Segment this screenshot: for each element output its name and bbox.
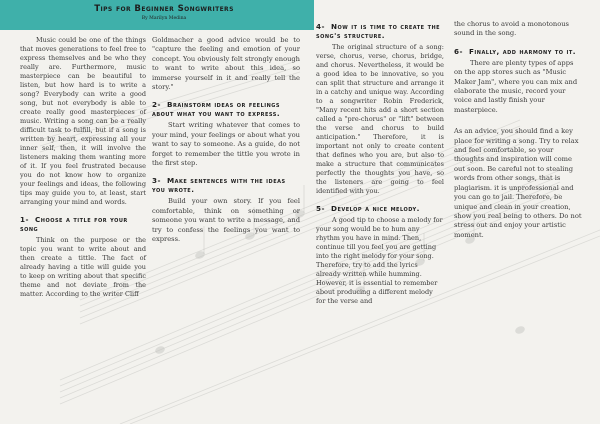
heading-step-3-number: 3- <box>152 176 161 186</box>
column-4 <box>454 20 582 242</box>
column-2 <box>152 36 300 247</box>
heading-step-4 <box>316 22 444 40</box>
step-3-paragraph: Build your own story. If you feel comfortable, think on something or someone you want to write a message, and try to confess the feelings you want to express. <box>152 197 300 244</box>
step-1-paragraph: Think on the purpose or the topic you want to write about and then create a tittle. The fact of already having a title will guide you to keep on writing about that specific theme and not deviate from the matter. According to the writer Cliff <box>20 236 146 298</box>
heading-step-5-number: 5- <box>316 204 325 213</box>
heading-step-6-text: Finally, add harmony to it. <box>468 46 577 56</box>
article-byline: By Marilyn Medina <box>141 16 187 21</box>
heading-step-1 <box>20 215 146 233</box>
heading-step-5 <box>316 204 444 213</box>
heading-step-2-text: Brainstorm ideas or feelings about what you want to express. <box>152 100 281 119</box>
closing-paragraph: As an advice, you should find a key place for writing a song. Try to relax and feel comfortable, so your thoughts and inspiration will come out soon. Be careful not to stealing words from other songs, that is plagiarism. it is unprofessional and you can go to jail. Therefore, be unique and clean in your creation, show you real being to others. Do not stress out and enjoy your artistic moment. <box>454 127 582 239</box>
article-title: Tips for Beginner Songwriters <box>94 4 234 14</box>
column-3 <box>316 20 444 308</box>
heading-step-5-text: Develop a nice melody. <box>330 204 420 213</box>
step-5-paragraph: A good tip to choose a melody for your song would be to hum any rhythm you have in mind. Then, continue till you feel you are getting into the right melody for your song. Therefore, try to add the lyrics already written while humming. However, it is essential to remember about producing a different melody for the verse and <box>316 216 443 305</box>
heading-step-2 <box>152 100 300 118</box>
heading-step-6-number: 6- <box>454 46 463 56</box>
step-2-paragraph: Start writing whatever that comes to your mind, your feelings or about what you want to say to someone. As a guide, do not forget to remember the tittle you wrote in the first step. <box>152 121 300 168</box>
heading-step-1-text: Choose a title for your song <box>20 215 128 233</box>
step-4-paragraph: The original structure of a song: verse, chorus, verse, chorus, bridge, and chorus. Nevertheless, it would be a good idea to be innovative, so you can split that structure and arrange it in a catchy and unique way. According to a songwriter Robin Frederick, "Many recent hits add a short section called a "pre-chorus" or "lift" between the verse and chorus to build anticipation." Therefore, it is important not only to create content that defines who you are, but also to make a structure that communicates perfectly the thoughts you have, so the listeners are going to feel identified with you. <box>316 43 444 195</box>
heading-step-3-text: Make sentences with the ideas you wrote. <box>152 176 286 195</box>
heading-step-4-number: 4- <box>316 22 325 31</box>
heading-step-2-number: 2- <box>152 100 161 110</box>
column-1 <box>20 36 146 301</box>
heading-step-6 <box>454 47 582 56</box>
step-1-paragraph-continued: Goldmacher a good advice would be to "capture the feeling and emotion of your concept. You obviously felt strongly enough to want to write about this idea, so immerse yourself in it and really tell the story." <box>152 36 300 92</box>
heading-step-1-number: 1- <box>20 215 29 224</box>
heading-step-3 <box>152 176 300 194</box>
step-5-paragraph-continued: the chorus to avoid a monotonous sound in the song. <box>454 20 569 38</box>
step-6-paragraph: There are plenty types of apps on the app stores such as "Music Maker Jam", where you can mix and elaborate the music, record your voice and lastly finish your masterpiece. <box>454 58 578 114</box>
intro-paragraph: Music could be one of the things that moves generations to feel free to express themselves and be who they really are. Furthermore, music masterpiece can be beautiful to listen, but how hard is to write a song? Everybody can write a good song, but not everybody is able to create really good masterpieces of music. Writing a song can be a really difficult task to fulfill, but if a song is written by heart, expressing all your inner self, then, it will involve the listeners making them wanting more of it. If you feel frustrated because you do not know how to organize your feelings and ideas, the following tips may guide you to, at least, start arranging your mind and words. <box>20 36 146 206</box>
heading-step-4-text: Now it is time to create the song's structure. <box>316 22 441 40</box>
